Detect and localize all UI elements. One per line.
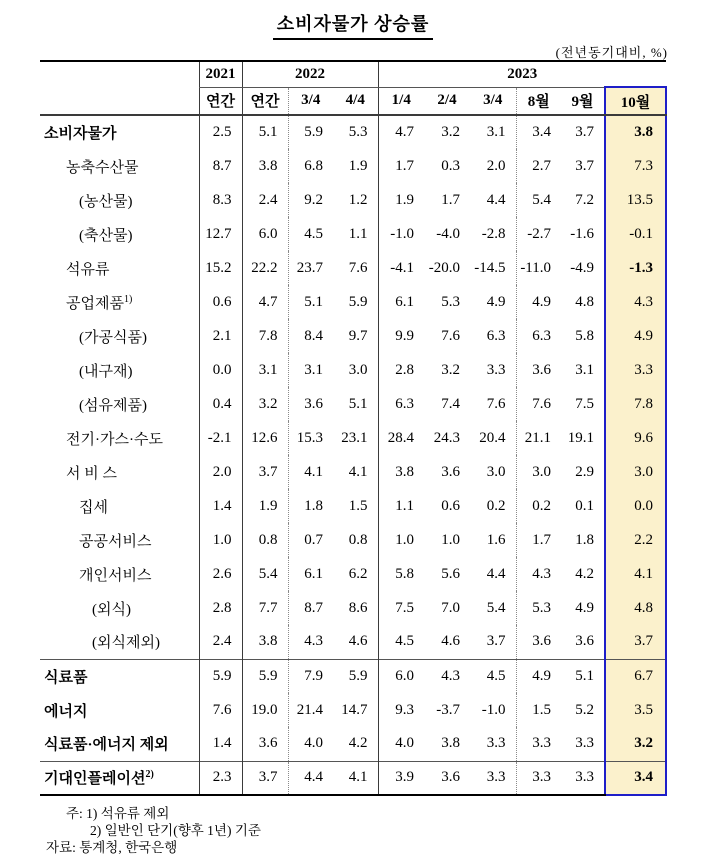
table-row (40, 761, 666, 795)
value-cell: 22.2 (242, 251, 288, 285)
value-cell: 4.3 (516, 557, 561, 591)
value-cell-highlight: 7.8 (605, 387, 666, 421)
value-cell: 2.6 (199, 557, 242, 591)
row-label-superscript: 2) (145, 769, 154, 781)
row-label-text: (외식제외) (92, 635, 160, 652)
value-cell: 4.7 (378, 115, 424, 149)
value-cell-highlight: 3.2 (605, 727, 666, 761)
value-cell: 1.2 (348, 191, 368, 208)
row-label-text: (섬유제품) (79, 397, 147, 414)
value-cell: 4.9 (516, 659, 561, 693)
value-cell: -4.1 (378, 251, 424, 285)
value-cell: 1.8 (575, 531, 595, 548)
value-cell: 6.2 (348, 565, 368, 582)
value-cell: 1.7 (378, 149, 424, 183)
value-cell: -1.0 (481, 701, 506, 718)
value-cell: 3.8 (378, 455, 424, 489)
row-label (40, 353, 199, 387)
value-cell: 2.8 (378, 353, 424, 387)
value-cell: 6.8 (288, 149, 333, 183)
value-cell: 4.4 (288, 761, 333, 795)
row-label-text: 식료품 (44, 669, 88, 686)
value-cell: 3.3 (470, 761, 516, 795)
footnotes (40, 805, 261, 856)
value-cell: 7.8 (242, 319, 288, 353)
value-cell: -1.6 (570, 225, 595, 242)
value-cell: 2.5 (199, 115, 242, 149)
value-cell: 3.6 (516, 625, 561, 659)
value-cell: -4.9 (570, 259, 595, 276)
value-cell: 4.5 (378, 625, 424, 659)
row-label-superscript: 1) (123, 293, 133, 305)
value-cell: 2.0 (486, 157, 506, 174)
value-cell: 9.2 (288, 183, 333, 217)
value-cell: 3.3 (561, 761, 605, 795)
corner-cell (40, 61, 199, 115)
row-label-text: 개인서비스 (79, 567, 152, 584)
value-cell: 5.1 (242, 115, 288, 149)
value-cell: 1.6 (486, 531, 506, 548)
value-cell: 12.6 (242, 421, 288, 455)
value-cell: 20.4 (479, 429, 506, 446)
value-cell: 3.7 (242, 761, 288, 795)
row-label-text: (축산물) (79, 227, 133, 244)
value-cell: 1.4 (199, 489, 242, 523)
value-cell: 3.0 (348, 361, 368, 378)
value-cell: 1.0 (378, 523, 424, 557)
row-label-text: 에너지 (44, 703, 88, 720)
value-cell: 1.4 (199, 727, 242, 761)
table-row (40, 727, 666, 761)
row-label-text: (농산물) (79, 193, 133, 210)
value-cell: 0.0 (199, 353, 242, 387)
value-cell-highlight: 3.5 (605, 693, 666, 727)
value-cell: 3.6 (288, 387, 333, 421)
value-cell: 1.9 (242, 489, 288, 523)
value-cell: 7.6 (348, 259, 368, 276)
value-cell: 6.0 (378, 659, 424, 693)
col-header-2: 3/4 (288, 87, 333, 115)
value-cell: -4.0 (436, 225, 461, 242)
row-label (40, 149, 199, 183)
row-label-text: 전기·가스·수도 (66, 431, 163, 448)
table-row (40, 319, 666, 353)
value-cell: 3.6 (516, 353, 561, 387)
row-label (40, 421, 199, 455)
row-label (40, 489, 199, 523)
value-cell: 5.9 (199, 659, 242, 693)
value-cell: 3.0 (486, 463, 506, 480)
value-cell: 5.9 (288, 115, 333, 149)
value-cell: 2.9 (575, 463, 595, 480)
value-cell: 7.5 (378, 591, 424, 625)
value-cell-highlight: 3.8 (605, 115, 666, 149)
col-header-7: 8월 (516, 87, 561, 115)
row-label-text: 공공서비스 (79, 533, 152, 550)
value-cell: 7.6 (516, 387, 561, 421)
row-label-text: 농축수산물 (66, 159, 139, 176)
row-label-text: (외식) (92, 601, 131, 618)
footnote-source: 자료: 통계청, 한국은행 (46, 840, 178, 855)
value-cell: 5.6 (441, 565, 461, 582)
value-cell: 6.1 (288, 557, 333, 591)
value-cell: 3.2 (242, 387, 288, 421)
row-label (40, 693, 199, 727)
table-row (40, 523, 666, 557)
value-cell: 4.1 (333, 761, 378, 795)
row-label (40, 761, 199, 795)
value-cell: 3.1 (288, 353, 333, 387)
value-cell: 0.2 (486, 497, 506, 514)
value-cell: 2.3 (199, 761, 242, 795)
value-cell: -1.0 (378, 217, 424, 251)
table-header (40, 61, 666, 115)
footnote-note1: 주: 1) 석유류 제외 (66, 806, 170, 821)
table-row (40, 591, 666, 625)
table-row (40, 625, 666, 659)
col-header-6: 3/4 (470, 87, 516, 115)
value-cell: 7.2 (575, 191, 595, 208)
value-cell: 7.6 (486, 395, 506, 412)
value-cell: 2.4 (242, 183, 288, 217)
value-cell: 5.1 (561, 659, 605, 693)
value-cell: 4.0 (288, 727, 333, 761)
value-cell: 3.6 (424, 761, 470, 795)
value-cell: 3.6 (575, 633, 595, 650)
value-cell: 23.7 (288, 251, 333, 285)
table-row (40, 251, 666, 285)
cpi-table (40, 60, 667, 796)
value-cell: 7.0 (441, 599, 461, 616)
value-cell: 4.9 (516, 285, 561, 319)
value-cell-highlight: 3.0 (605, 455, 666, 489)
row-label (40, 625, 199, 659)
value-cell: 3.1 (242, 353, 288, 387)
row-label (40, 251, 199, 285)
value-cell: 0.2 (516, 489, 561, 523)
year-header-2021: 2021 (199, 61, 242, 87)
value-cell-highlight: 2.2 (605, 523, 666, 557)
table-row (40, 455, 666, 489)
row-label (40, 591, 199, 625)
value-cell: -11.0 (516, 251, 561, 285)
value-cell: 28.4 (378, 421, 424, 455)
value-cell-highlight: 3.4 (605, 761, 666, 795)
value-cell: 9.3 (378, 693, 424, 727)
value-cell: 4.1 (348, 463, 368, 480)
value-cell-highlight: 4.1 (605, 557, 666, 591)
row-label-text: 식료품·에너지 제외 (44, 737, 169, 754)
value-cell: 9.7 (348, 327, 368, 344)
value-cell: 21.1 (516, 421, 561, 455)
value-cell: 1.5 (516, 693, 561, 727)
value-cell: 0.6 (199, 285, 242, 319)
value-cell: 3.3 (486, 361, 506, 378)
value-cell: 4.2 (348, 735, 368, 752)
row-label (40, 523, 199, 557)
value-cell: 3.7 (575, 124, 595, 140)
value-cell-highlight: 7.3 (605, 149, 666, 183)
value-cell: 0.7 (288, 523, 333, 557)
value-cell: 4.0 (378, 727, 424, 761)
value-cell-highlight: 4.3 (605, 285, 666, 319)
value-cell: 4.6 (348, 633, 368, 650)
value-cell: 3.2 (441, 361, 461, 378)
year-header-2022: 2022 (242, 61, 378, 87)
value-cell: 8.7 (288, 591, 333, 625)
row-label (40, 455, 199, 489)
value-cell: 7.9 (288, 659, 333, 693)
value-cell: 2.1 (199, 319, 242, 353)
value-cell: 12.7 (199, 217, 242, 251)
value-cell-highlight: -0.1 (605, 217, 666, 251)
row-label-text: 집세 (79, 499, 108, 516)
table-row (40, 115, 666, 149)
value-cell: 1.7 (441, 191, 461, 208)
value-cell: 5.9 (348, 293, 368, 310)
value-cell: 5.8 (575, 327, 595, 344)
value-cell: 1.9 (348, 157, 368, 174)
value-cell: 7.6 (441, 327, 461, 344)
value-cell: 5.4 (242, 557, 288, 591)
row-label (40, 319, 199, 353)
value-cell: 5.3 (348, 124, 368, 140)
value-cell: 3.8 (242, 625, 288, 659)
value-cell: 0.1 (575, 497, 595, 514)
table-row (40, 183, 666, 217)
value-cell: 3.9 (378, 761, 424, 795)
value-cell: 4.9 (486, 293, 506, 310)
table-row (40, 489, 666, 523)
value-cell: 4.5 (470, 659, 516, 693)
col-header-5: 2/4 (424, 87, 470, 115)
value-cell: 6.1 (378, 285, 424, 319)
value-cell: 7.7 (242, 591, 288, 625)
table-row (40, 387, 666, 421)
row-label (40, 115, 199, 149)
row-label-text: 석유류 (66, 261, 110, 278)
value-cell: 19.0 (242, 693, 288, 727)
value-cell: 6.0 (242, 217, 288, 251)
table-body (40, 115, 666, 795)
value-cell: 4.2 (575, 565, 595, 582)
value-cell: -14.5 (474, 259, 506, 276)
col-header-4: 1/4 (378, 87, 424, 115)
value-cell: 4.4 (486, 191, 506, 208)
unit-note: (전년동기대비, %) (555, 45, 668, 60)
year-header-2023: 2023 (378, 61, 666, 87)
value-cell-highlight: 3.3 (605, 353, 666, 387)
value-cell: 4.6 (441, 633, 461, 650)
value-cell: 5.9 (333, 659, 378, 693)
value-cell: 0.8 (242, 523, 288, 557)
value-cell: 5.4 (516, 183, 561, 217)
value-cell: 5.3 (516, 591, 561, 625)
value-cell: 15.2 (199, 251, 242, 285)
footnote-note2: 2) 일반인 단기(향후 1년) 기준 (90, 823, 261, 838)
value-cell-highlight: 4.9 (605, 319, 666, 353)
value-cell: 6.3 (516, 319, 561, 353)
value-cell: 6.3 (486, 327, 506, 344)
value-cell: 2.0 (199, 455, 242, 489)
value-cell: 8.7 (199, 149, 242, 183)
value-cell: 3.7 (486, 633, 506, 650)
row-label (40, 285, 199, 319)
value-cell: 1.1 (378, 489, 424, 523)
value-cell: 0.4 (199, 387, 242, 421)
value-cell: 1.7 (516, 523, 561, 557)
value-cell: 3.0 (516, 455, 561, 489)
value-cell: 3.8 (242, 149, 288, 183)
value-cell: 9.9 (378, 319, 424, 353)
col-header-1: 연간 (242, 87, 288, 115)
value-cell: 5.3 (441, 293, 461, 310)
value-cell: 5.8 (378, 557, 424, 591)
row-label-text: 기대인플레이션 (44, 771, 146, 788)
value-cell-highlight: 0.0 (605, 489, 666, 523)
value-cell: 7.6 (199, 693, 242, 727)
value-cell: 3.3 (575, 735, 595, 752)
table-row (40, 353, 666, 387)
table-row (40, 557, 666, 591)
value-cell: 5.1 (348, 395, 368, 412)
value-cell: 3.3 (516, 761, 561, 795)
value-cell: 1.0 (441, 531, 461, 548)
col-header-8: 9월 (561, 87, 605, 115)
col-header-3: 4/4 (333, 87, 378, 115)
value-cell-highlight: 13.5 (605, 183, 666, 217)
value-cell: 4.8 (575, 293, 595, 310)
row-label (40, 557, 199, 591)
value-cell: 5.1 (288, 285, 333, 319)
value-cell: 0.3 (441, 157, 461, 174)
value-cell: 1.1 (348, 225, 368, 242)
value-cell: 4.3 (288, 625, 333, 659)
value-cell: 7.4 (441, 395, 461, 412)
value-cell: 5.4 (486, 599, 506, 616)
value-cell: 1.0 (199, 523, 242, 557)
row-label (40, 727, 199, 761)
value-cell: 2.7 (516, 149, 561, 183)
value-cell: -3.7 (436, 701, 461, 718)
value-cell: 4.4 (486, 565, 506, 582)
value-cell: 8.4 (288, 319, 333, 353)
value-cell: 19.1 (567, 429, 595, 446)
value-cell: -2.1 (199, 421, 242, 455)
value-cell: 1.5 (348, 497, 368, 514)
row-label (40, 217, 199, 251)
row-label-text: 서 비 스 (66, 465, 117, 482)
row-label (40, 387, 199, 421)
value-cell: 7.5 (575, 395, 595, 412)
table-row (40, 149, 666, 183)
value-cell: 3.4 (516, 115, 561, 149)
value-cell: 21.4 (288, 693, 333, 727)
title-wrap (0, 10, 706, 40)
value-cell-highlight: 4.8 (605, 591, 666, 625)
value-cell: 24.3 (433, 429, 461, 446)
value-cell: 6.3 (378, 387, 424, 421)
value-cell: 8.6 (348, 599, 368, 616)
value-cell: 3.3 (486, 735, 506, 752)
value-cell: 0.8 (348, 531, 368, 548)
value-cell: -20.0 (428, 259, 461, 276)
row-label-text: 소비자물가 (44, 126, 117, 142)
table-row (40, 659, 666, 693)
value-cell: -2.8 (481, 225, 506, 242)
col-header-9: 10월 (605, 87, 666, 115)
value-cell-highlight: 6.7 (605, 659, 666, 693)
row-label (40, 659, 199, 693)
table-row (40, 285, 666, 319)
value-cell: 5.9 (242, 659, 288, 693)
row-label (40, 183, 199, 217)
value-cell: 4.5 (288, 217, 333, 251)
value-cell: 3.6 (441, 463, 461, 480)
value-cell: 1.9 (378, 183, 424, 217)
value-cell: 3.3 (516, 727, 561, 761)
value-cell: 5.2 (575, 701, 595, 718)
table-row (40, 217, 666, 251)
value-cell: 3.7 (242, 455, 288, 489)
value-cell: 3.2 (441, 124, 461, 140)
row-label-text: 공업제품 (66, 295, 124, 312)
value-cell: 4.7 (242, 285, 288, 319)
page-title: 소비자물가 상승률 (273, 10, 434, 40)
value-cell: 3.1 (575, 361, 595, 378)
value-cell: 1.8 (288, 489, 333, 523)
value-cell-highlight: -1.3 (605, 251, 666, 285)
value-cell: 3.6 (242, 727, 288, 761)
value-cell: 3.1 (486, 124, 506, 140)
value-cell: 4.3 (424, 659, 470, 693)
col-header-0: 연간 (199, 87, 242, 115)
row-label-text: (내구재) (79, 363, 133, 380)
value-cell: 2.8 (199, 591, 242, 625)
value-cell: 4.1 (288, 455, 333, 489)
value-cell: -2.7 (516, 217, 561, 251)
value-cell: 3.8 (441, 735, 461, 752)
value-cell-highlight: 3.7 (605, 625, 666, 659)
value-cell: 15.3 (288, 421, 333, 455)
value-cell: 3.7 (575, 157, 595, 174)
table-row (40, 421, 666, 455)
value-cell: 4.9 (575, 599, 595, 616)
row-label-text: (가공식품) (79, 329, 147, 346)
value-cell: 8.3 (199, 183, 242, 217)
value-cell: 23.1 (341, 429, 368, 446)
value-cell: 2.4 (199, 625, 242, 659)
value-cell: 14.7 (341, 701, 368, 718)
table-row (40, 693, 666, 727)
value-cell: 0.6 (441, 497, 461, 514)
value-cell-highlight: 9.6 (605, 421, 666, 455)
